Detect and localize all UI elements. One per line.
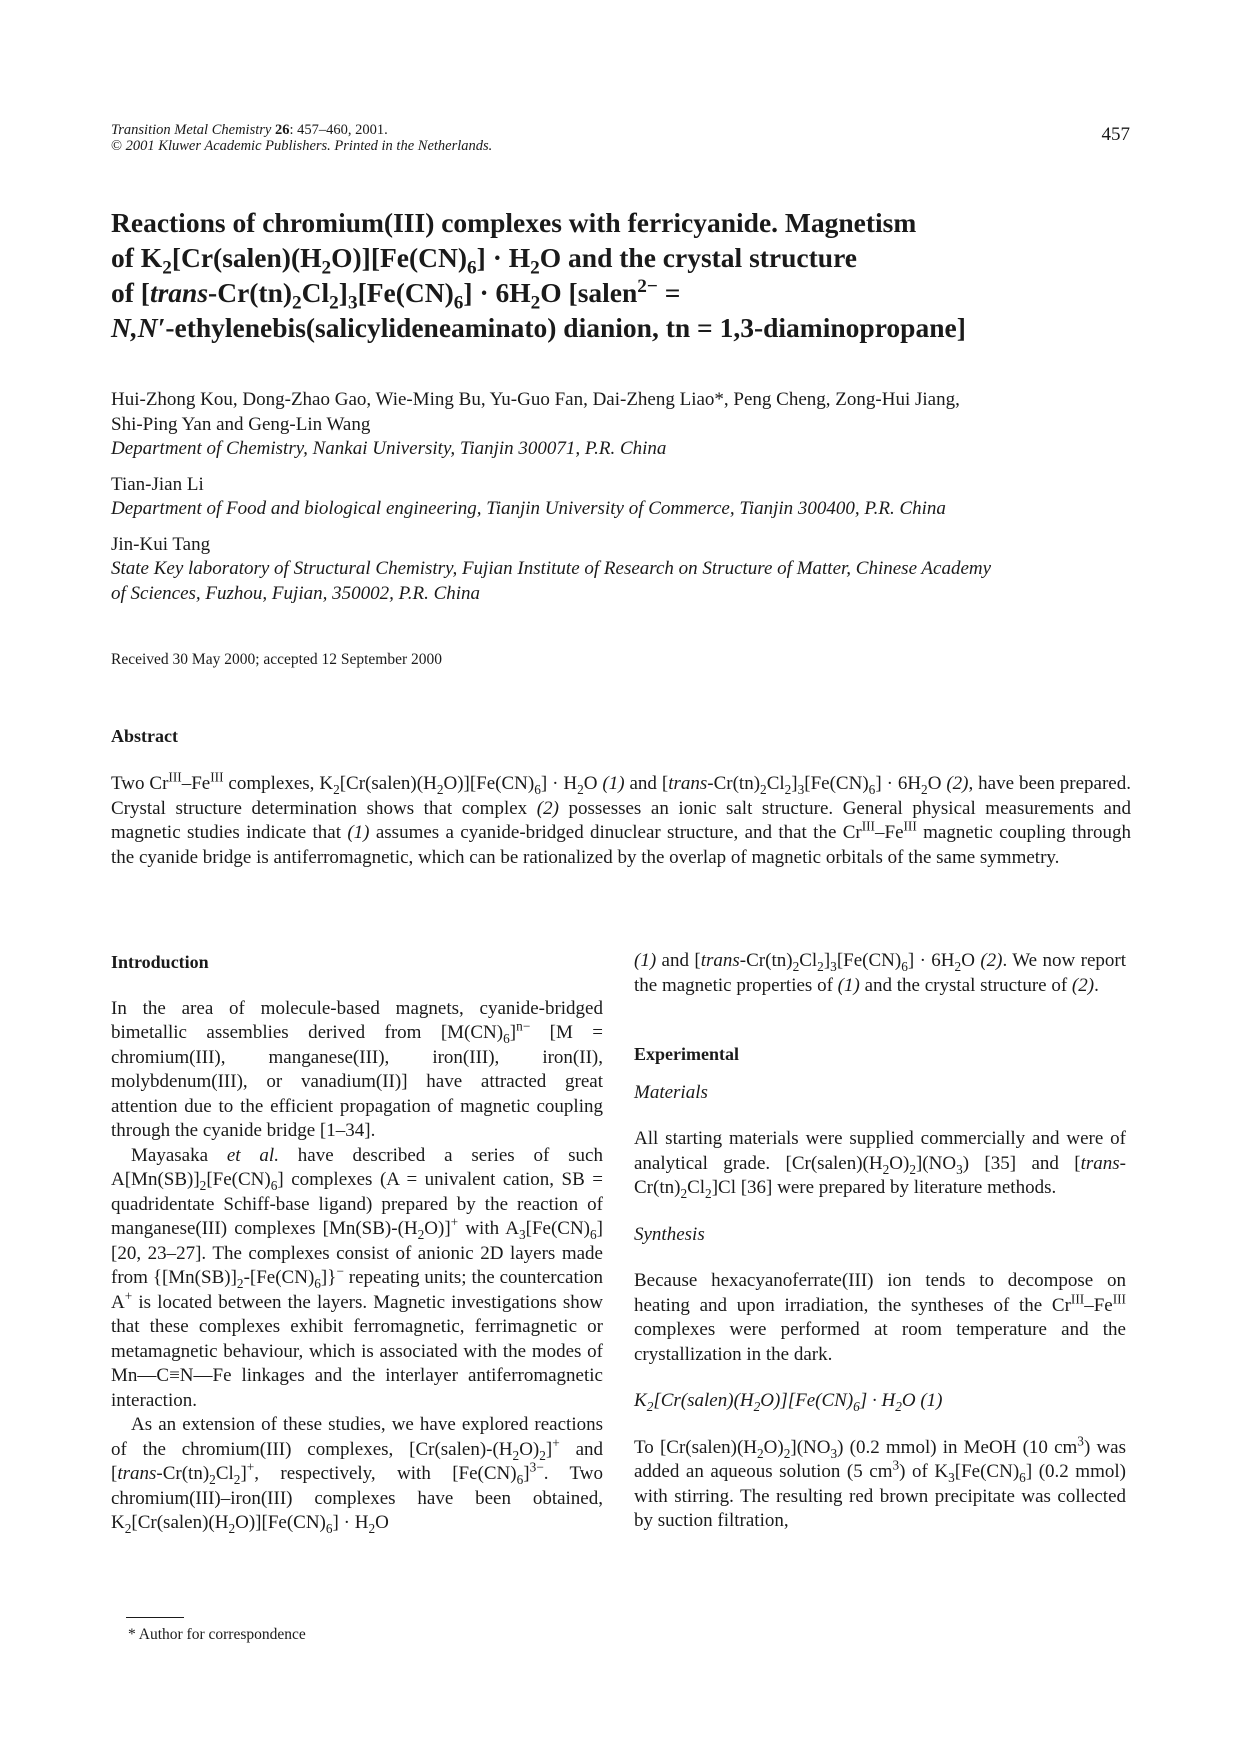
page-number: 457 (1101, 124, 1130, 145)
affiliation-fujian: State Key laboratory of Structural Chemistry, Fujian Institute of Research on Structure of Matter, Chinese Academy of Sciences, Fuzhou, Fujian, 350002, P.R. China (111, 558, 992, 604)
author-tang: Jin-Kui Tang (111, 533, 211, 555)
affiliation-commerce: Department of Food and biological engineering, Tianjin University of Commerce, Tianjin 300400, P.R. China (111, 498, 946, 519)
intro-paragraph-2: Mayasaka et al. have described a series of such $A[Mn(SB)]_2[Fe(CN)_6]$ complexes (A = univalent cation, SB = quadridentate Schiff-base ligand) prepared by the reaction of manganese(III) complexes $[Mn(SB)-(H_2O)]^+$ with $A_3[Fe(CN)_6]$ [20, 23–27]. The complexes consist of anionic 2D layers made from $\{[Mn(SB)]_2-[Fe(CN)_6]\}^-$ repeating units; the countercation A+ is located between the layers. Magnetic investigations show that these complexes exhibit ferromagnetic, ferrimagnetic or metamagnetic behaviour, which is associated with the modes of Mn—C≡N—Fe linkages and the interlayer antiferromagnetic interaction. (111, 1144, 603, 1411)
synthesis-paragraph: Because hexacyanoferrate(III) ion tends to decompose on heating and upon irradiation, the syntheses of the $Cr^{III}-Fe^{III}$ complexes were performed at room temperature and the crystallization in the dark. (634, 1270, 1126, 1365)
author-list-cont: Shi-Ping Yan and Geng-Lin Wang (111, 413, 371, 435)
footnote-correspondence: * Author for correspondence (128, 1626, 306, 1643)
intro-paragraph-3: As an extension of these studies, we have explored reactions of the chromium(III) complexes, $[Cr(salen)-(H_2O)_2]^+$ and $[trans-Cr(tn)_2Cl_2]^+$, respectively, with $[Fe(CN)_6]^{3-}$. Two chromium(III)–iron(III) complexes have been obtained, $K_2[Cr(salen)(H_2O)][Fe(CN)_6] \cdot H_2O$ (111, 1414, 604, 1536)
author-block (111, 388, 1131, 606)
preparation-paragraph: To $[Cr(salen)(H_2O)_2](NO_3)$ (0.2 mmol) in MeOH (10 $cm^3$) was added an aqueous solution (5 $cm^3$) of $K_3[Fe(CN)_6]$ (0.2 mmol) with stirring. The resulting red brown precipitate was collected by suction filtration, (634, 1433, 1126, 1531)
intro-paragraph-3-cont: (1) and $[trans-Cr(tn)_2Cl_2]_3[Fe(CN)_6] \cdot 6H_2O$ (2). We now report the magnetic properties of (1) and the crystal structure of (2). (634, 950, 1126, 996)
journal-header (111, 122, 492, 154)
intro-paragraph-1: In the area of molecule-based magnets, cyanide-bridged bimetallic assemblies derived from $[M(CN)_6]^{n-}$ [M = chromium(III), manganese(III), iron(III), iron(II), molybdenum(III), or vanadium(II)] have attracted great attention due to the efficient propagation of magnetic coupling through the cyanide bridge [1–34]. (111, 997, 604, 1141)
received-dates: Received 30 May 2000; accepted 12 September 2000 (111, 651, 442, 668)
journal-citation: Transition Metal Chemistry 26: 457–460, 2001. (111, 122, 388, 138)
abstract-heading: Abstract (111, 726, 178, 746)
materials-paragraph: All starting materials were supplied commercially and were of analytical grade. $[Cr(salen)(H_2O)_2](NO_3)$ [35] and $[trans-Cr(tn)_2Cl_2]Cl$ [36] were prepared by literature methods. (634, 1128, 1126, 1201)
right-column (634, 949, 1126, 1534)
affiliation-nankai: Department of Chemistry, Nankai University, Tianjin 300071, P.R. China (111, 438, 667, 459)
footnote-rule (126, 1617, 184, 1618)
author-li: Tian-Jian Li (111, 473, 204, 495)
copyright-line: © 2001 Kluwer Academic Publishers. Printed in the Netherlands. (111, 138, 493, 154)
synthesis-heading: Synthesis (634, 1223, 705, 1245)
article-title: Reactions of chromium(III) complexes with ferricyanide. Magnetism of $K_2[Cr(salen)(H_2O)][Fe(CN)_6] \cdot H_2O$ and the crystal structure of $[trans-Cr(tn)_2Cl_2]_3[Fe(CN)_6] \cdot 6H_2O$ [salen$^{2-}$ = N,N′-ethylenebis(salicylideneaminato) dianion, tn = 1,3-diaminopropane] (111, 207, 966, 343)
abstract-text: Two $Cr^{III}-Fe^{III}$ complexes, $K_2[Cr(salen)(H_2O)][Fe(CN)_6] \cdot H_2O$ (1) and $[trans-Cr(tn)_2Cl_2]_3[Fe(CN)_6] \cdot 6H_2O$ (2), have been prepared. Crystal structure determination shows that complex (2) possesses an ionic salt structure. General physical measurements and magnetic studies indicate that (1) assumes a cyanide-bridged dinuclear structure, and that the $Cr^{III}-Fe^{III}$ magnetic coupling through the cyanide bridge is antiferromagnetic, which can be rationalized by the overlap of magnetic orbitals of the same symmetry. (111, 769, 1132, 868)
author-list: Hui-Zhong Kou, Dong-Zhao Gao, Wie-Ming Bu, Yu-Guo Fan, Dai-Zheng Liao*, Peng Cheng, Zong-Hui Jiang, (111, 389, 960, 410)
left-column (111, 950, 603, 1536)
experimental-heading: Experimental (634, 1044, 739, 1064)
introduction-heading: Introduction (111, 952, 209, 972)
compound-1-heading: $K_2[Cr(salen)(H_2O)][Fe(CN)_6] \cdot H_2O$ (1) (634, 1390, 943, 1414)
materials-heading: Materials (634, 1081, 708, 1103)
